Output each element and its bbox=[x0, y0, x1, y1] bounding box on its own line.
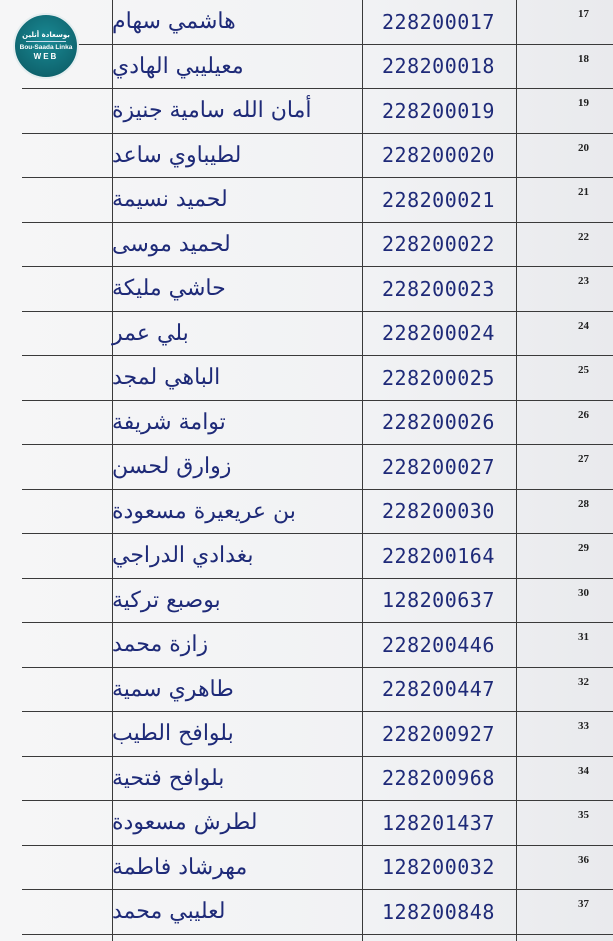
row-number: 26 bbox=[578, 408, 589, 421]
row-number: 19 bbox=[578, 97, 589, 109]
row-number: 34 bbox=[578, 764, 589, 777]
table-row bbox=[22, 312, 613, 357]
table-row bbox=[22, 534, 613, 579]
row-number-cell bbox=[516, 223, 613, 267]
registration-code: 228200025 bbox=[382, 365, 495, 390]
row-number-cell bbox=[516, 267, 613, 311]
row-number-cell bbox=[516, 445, 613, 489]
student-name: بلي عمر bbox=[112, 320, 189, 346]
registration-code: 228200024 bbox=[382, 321, 495, 346]
table-row bbox=[22, 223, 613, 268]
row-number: 18 bbox=[578, 52, 589, 65]
row-number: 21 bbox=[578, 186, 589, 198]
row-number: 20 bbox=[578, 141, 589, 154]
table-row bbox=[22, 579, 613, 624]
table-row bbox=[22, 801, 613, 846]
table-row bbox=[22, 134, 613, 179]
row-number: 33 bbox=[578, 720, 589, 732]
student-name: زازة محمد bbox=[112, 632, 209, 658]
table-row bbox=[22, 178, 613, 223]
table-row bbox=[22, 712, 613, 757]
student-name: معيليبي الهادي bbox=[112, 53, 244, 79]
row-number: 37 bbox=[578, 898, 589, 910]
table-row bbox=[22, 445, 613, 490]
student-name: زوارق لحسن bbox=[112, 454, 232, 480]
student-name: بن عريعيرة مسعودة bbox=[112, 498, 296, 524]
student-name: لعليبي محمد bbox=[112, 899, 226, 925]
student-name: بلوافح الطيب bbox=[112, 721, 234, 747]
student-name: حاشي مليكة bbox=[112, 276, 226, 302]
row-number: 27 bbox=[578, 453, 589, 465]
student-name: توامة شريفة bbox=[112, 409, 226, 435]
row-number-cell bbox=[516, 45, 613, 89]
row-number-cell bbox=[516, 134, 613, 178]
row-number: 24 bbox=[578, 319, 589, 332]
logo-web-text: WEB bbox=[33, 51, 59, 61]
student-name: لحميد موسى bbox=[112, 231, 231, 257]
registration-code: 228200017 bbox=[382, 9, 495, 34]
student-name: هاشمي سهام bbox=[112, 9, 236, 35]
student-name: مهرشاد فاطمة bbox=[112, 854, 248, 880]
row-number-cell bbox=[516, 356, 613, 400]
logo-divider bbox=[26, 41, 66, 42]
row-number-cell bbox=[516, 890, 613, 934]
logo-arabic-text: بوسعادة أنلين bbox=[22, 30, 70, 39]
registration-code: 128200848 bbox=[382, 899, 495, 924]
registration-code: 128200637 bbox=[382, 588, 495, 613]
table-row bbox=[22, 623, 613, 668]
student-name: بوصبع تركية bbox=[112, 587, 221, 613]
row-number-cell bbox=[516, 490, 613, 534]
student-name: الباهي لمجد bbox=[112, 365, 221, 391]
table-row bbox=[22, 401, 613, 446]
row-number-cell bbox=[516, 757, 613, 801]
row-number-cell bbox=[516, 712, 613, 756]
row-number-cell bbox=[516, 401, 613, 445]
registration-code: 228200020 bbox=[382, 143, 495, 168]
table-row bbox=[22, 490, 613, 535]
row-number-cell bbox=[516, 668, 613, 712]
table-row bbox=[22, 668, 613, 713]
row-number-cell bbox=[516, 579, 613, 623]
row-number: 28 bbox=[578, 497, 589, 510]
row-number: 30 bbox=[578, 586, 589, 599]
table-row bbox=[22, 846, 613, 891]
table-row bbox=[22, 89, 613, 134]
student-name: طاهري سمية bbox=[112, 676, 234, 702]
row-number-cell bbox=[516, 534, 613, 578]
register-table bbox=[19, 0, 613, 941]
row-number: 32 bbox=[578, 675, 589, 688]
registration-code: 228200030 bbox=[382, 499, 495, 524]
registration-code: 228200021 bbox=[382, 187, 495, 212]
registration-code: 228200022 bbox=[382, 232, 495, 257]
student-name: لطيباوي ساعد bbox=[112, 142, 242, 168]
student-name: أمان الله سامية جنيزة bbox=[112, 98, 312, 124]
row-number: 22 bbox=[578, 230, 589, 243]
registration-code: 228200968 bbox=[382, 766, 495, 791]
registration-code: 228200447 bbox=[382, 677, 495, 702]
row-number-cell bbox=[516, 178, 613, 222]
row-number: 29 bbox=[578, 542, 589, 554]
row-number-cell bbox=[516, 846, 613, 890]
registration-code: 228200018 bbox=[382, 54, 495, 79]
student-name: بغدادي الدراجي bbox=[112, 543, 254, 569]
row-number: 17 bbox=[578, 8, 589, 20]
registration-code: 228200164 bbox=[382, 543, 495, 568]
row-number: 25 bbox=[578, 364, 589, 376]
registration-code: 228200019 bbox=[382, 98, 495, 123]
row-number: 31 bbox=[578, 631, 589, 643]
row-number-cell bbox=[516, 801, 613, 845]
registration-code: 228200446 bbox=[382, 632, 495, 657]
table-row bbox=[22, 890, 613, 935]
site-logo bbox=[13, 13, 79, 79]
logo-english-text: Bou-Saada Linka bbox=[19, 43, 73, 51]
row-number-cell bbox=[516, 89, 613, 133]
row-number: 36 bbox=[578, 853, 589, 866]
student-name: بلوافح فتحية bbox=[112, 765, 225, 791]
table-row bbox=[22, 0, 613, 45]
registration-code: 228200023 bbox=[382, 276, 495, 301]
row-number: 35 bbox=[578, 809, 589, 821]
row-number-cell bbox=[516, 312, 613, 356]
registration-code: 128201437 bbox=[382, 810, 495, 835]
registration-code: 228200927 bbox=[382, 721, 495, 746]
row-number-cell bbox=[516, 623, 613, 667]
student-name: لحميد نسيمة bbox=[112, 187, 228, 213]
registration-code: 228200027 bbox=[382, 454, 495, 479]
registration-code: 228200026 bbox=[382, 410, 495, 435]
row-number-cell bbox=[516, 0, 613, 44]
table-row bbox=[22, 757, 613, 802]
registration-code: 128200032 bbox=[382, 855, 495, 880]
table-row bbox=[22, 267, 613, 312]
student-name: لطرش مسعودة bbox=[112, 810, 258, 836]
row-number: 23 bbox=[578, 275, 589, 287]
table-row bbox=[19, 43, 613, 90]
table-row bbox=[22, 356, 613, 401]
